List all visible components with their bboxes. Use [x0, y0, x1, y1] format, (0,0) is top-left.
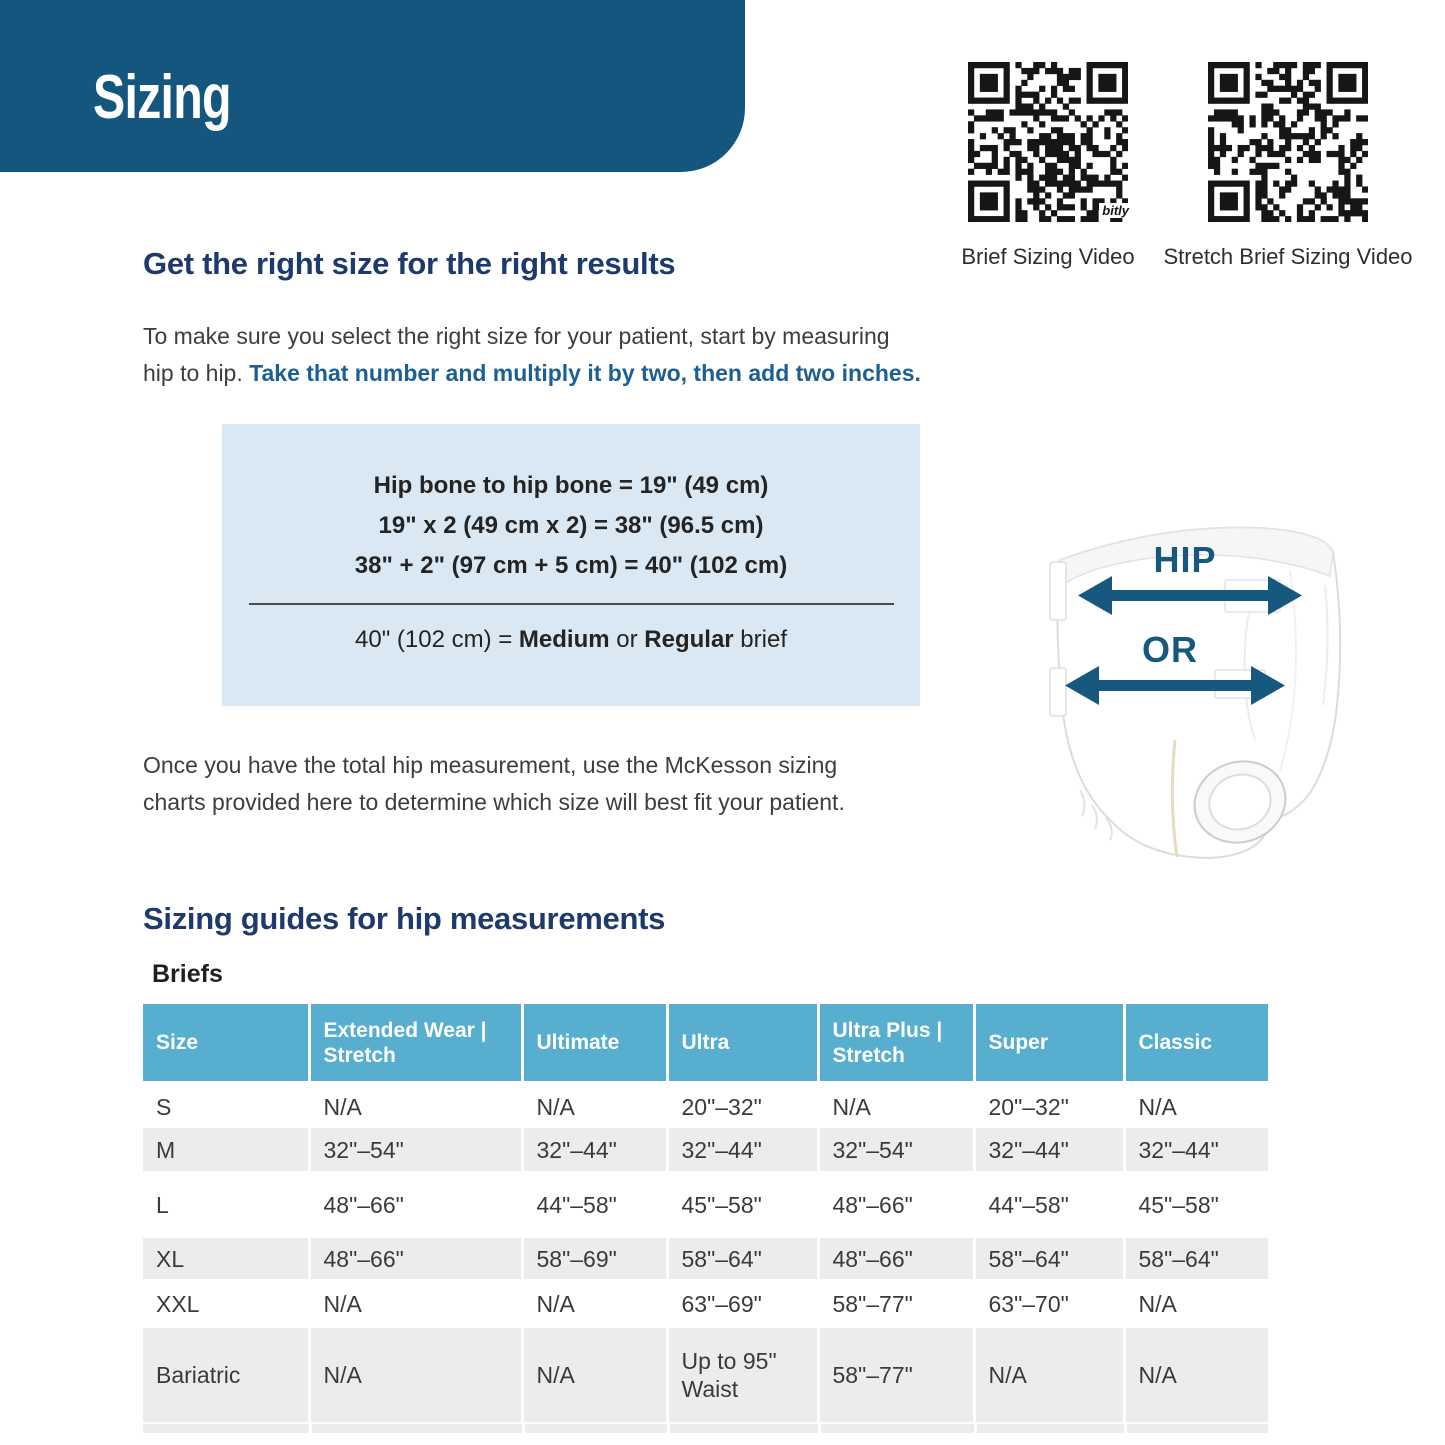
- cell: 32"–44": [974, 1128, 1124, 1171]
- cell: 32"–44": [522, 1128, 667, 1171]
- row-size-label: S: [156, 1093, 172, 1120]
- row-size-label: XXL: [156, 1290, 200, 1317]
- bitly-logo: bitly: [1099, 203, 1132, 218]
- calc-lines: [222, 466, 920, 586]
- col-header-classic: Classic: [1124, 1004, 1268, 1083]
- col-header-ultra-plus: Ultra Plus | Stretch: [818, 1004, 974, 1083]
- cell: N/A: [974, 1328, 1124, 1422]
- cell: 45"–58": [667, 1171, 818, 1238]
- briefs-subheading: Briefs: [152, 960, 223, 988]
- after-line-2: charts provided here to determine which size will best fit your patient.: [143, 789, 845, 815]
- col-header-size: Size: [143, 1004, 309, 1083]
- table-row: [143, 1083, 1268, 1128]
- cell: 48"–66": [309, 1171, 522, 1238]
- cell: 58"–69": [522, 1238, 667, 1279]
- page-title: Sizing: [93, 63, 231, 132]
- cell: N/A: [309, 1328, 522, 1422]
- table-row: [143, 1328, 1268, 1422]
- cell: 58"–77": [818, 1328, 974, 1422]
- calc-result-medium: Medium: [518, 626, 610, 653]
- briefs-sizing-table: [143, 1004, 1268, 1422]
- col-header-extended-wear: Extended Wear | Stretch: [309, 1004, 522, 1083]
- hip-label: HIP: [1153, 539, 1217, 580]
- calc-divider-line: [249, 603, 894, 605]
- calc-result-prefix: 40" (102 cm) =: [355, 626, 519, 653]
- cell: 48"–66": [818, 1238, 974, 1279]
- calc-result-regular: Regular: [644, 626, 734, 653]
- table-row: [143, 1279, 1268, 1328]
- table-row: [143, 1128, 1268, 1171]
- row-size-label: XL: [143, 1238, 309, 1279]
- after-line-1: Once you have the total hip measurement, use the McKesson sizing: [143, 752, 838, 778]
- intro-line-2-bold: Take that number and multiply it by two, then add two inches.: [249, 360, 921, 386]
- row-size-label: M: [143, 1128, 309, 1171]
- cell: 32"–54": [818, 1128, 974, 1171]
- table-row: [143, 1238, 1268, 1279]
- row-size-label: Bariatric: [143, 1328, 309, 1422]
- cell: N/A: [522, 1279, 667, 1328]
- calc-result-or: or: [609, 626, 645, 653]
- col-header-super: Super: [974, 1004, 1124, 1083]
- intro-heading: Get the right size for the right results: [143, 246, 676, 281]
- cell: N/A: [1124, 1328, 1268, 1422]
- cell: 32"–54": [309, 1128, 522, 1171]
- calc-result-line: [222, 626, 920, 654]
- cell: N/A: [1124, 1083, 1268, 1128]
- cell: 58"–64": [1124, 1238, 1268, 1279]
- cell: 63"–70": [974, 1279, 1124, 1328]
- after-paragraph: [143, 747, 1083, 821]
- or-label: OR: [1142, 629, 1198, 670]
- cell: N/A: [522, 1083, 667, 1128]
- cell: 48"–66": [309, 1238, 522, 1279]
- cell: 58"–64": [667, 1238, 818, 1279]
- intro-line-2: [143, 355, 1083, 392]
- cell: N/A: [309, 1279, 522, 1328]
- cell: N/A: [818, 1083, 974, 1128]
- cell: 32"–44": [667, 1128, 818, 1171]
- guide-heading: Sizing guides for hip measurements: [143, 901, 666, 936]
- qr-caption-brief: Brief Sizing Video: [961, 244, 1135, 269]
- table-header-row: [143, 1004, 1268, 1083]
- calculation-example-box: [222, 424, 920, 706]
- cell: 58"–77": [818, 1279, 974, 1328]
- calc-line-2: 19" x 2 (49 cm x 2) = 38" (96.5 cm): [378, 512, 764, 539]
- header-banner: [0, 0, 745, 172]
- next-row-partial: [143, 1424, 1268, 1433]
- cell: 32"–44": [1124, 1128, 1268, 1171]
- qr-code-brief-sizing-video: [968, 62, 1128, 222]
- calc-line-1: Hip bone to hip bone = 19" (49 cm): [373, 472, 769, 499]
- calc-line-3: 38" + 2" (97 cm + 5 cm) = 40" (102 cm): [354, 552, 788, 579]
- cell: 20"–32": [974, 1083, 1124, 1128]
- cell: N/A: [522, 1328, 667, 1422]
- intro-paragraph: [143, 318, 1083, 392]
- col-header-ultra: Ultra: [667, 1004, 818, 1083]
- cell: 48"–66": [818, 1171, 974, 1238]
- cell: 44"–58": [974, 1171, 1124, 1238]
- intro-line-1: To make sure you select the right size for your patient, start by measuring: [143, 323, 890, 349]
- qr-code-stretch-brief-sizing-video: [1208, 62, 1368, 222]
- brief-illustration: [1040, 510, 1350, 872]
- cell: 20"–32": [667, 1083, 818, 1128]
- qr-caption-stretch: Stretch Brief Sizing Video: [1163, 244, 1413, 269]
- calc-result-suffix: brief: [733, 626, 787, 653]
- cell: 58"–64": [974, 1238, 1124, 1279]
- cell: N/A: [1124, 1279, 1268, 1328]
- col-header-ultimate: Ultimate: [522, 1004, 667, 1083]
- table-row: [143, 1171, 1268, 1238]
- cell: 63"–69": [667, 1279, 818, 1328]
- intro-line-2-regular: hip to hip.: [143, 360, 250, 386]
- cell: N/A: [309, 1083, 522, 1128]
- cell: 45"–58": [1124, 1171, 1268, 1238]
- cell: Up to 95" Waist: [667, 1328, 818, 1422]
- row-size-label: L: [156, 1191, 169, 1218]
- cell: 44"–58": [522, 1171, 667, 1238]
